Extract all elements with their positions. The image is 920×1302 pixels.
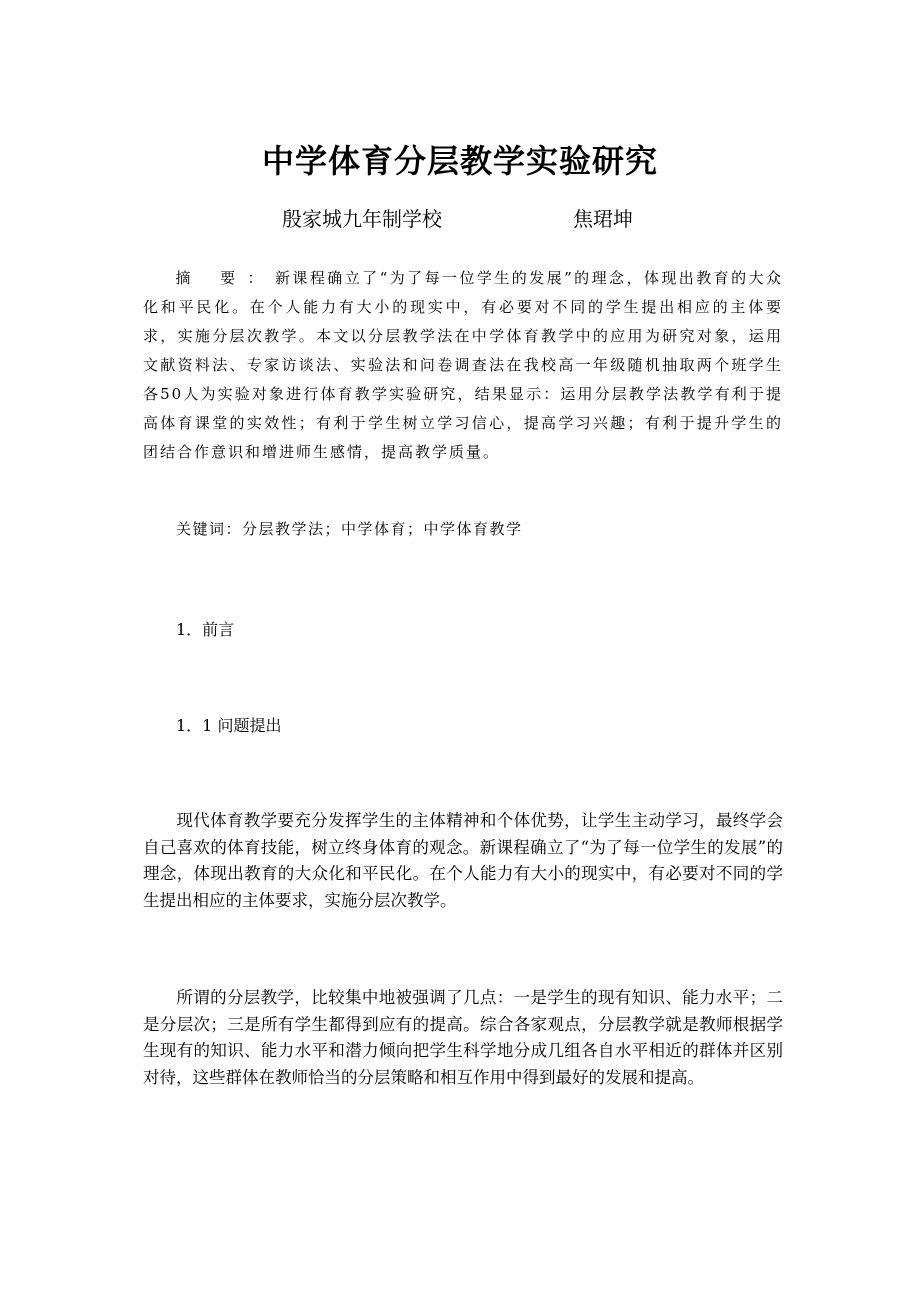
school-name: 殷家城九年制学校 <box>282 207 442 231</box>
abstract-paragraph <box>143 264 783 467</box>
abstract-label: 摘 要： <box>175 269 275 287</box>
document-title: 中学体育分层教学实验研究 <box>261 142 658 180</box>
body-paragraph-text: 现代体育教学要充分发挥学生的主体精神和个体优势，让学生主动学习，最终学会自己喜欢的体育技能，树立终身体育的观念。新课程确立了“为了每一位学生的发展”的理念，体现出教育的大众化和平民化。在个人能力有大小的现实中，有必要对不同的学生提出相应的主体要求，实施分层次教学。 <box>143 811 783 910</box>
subsection-heading-problem: 1．1 问题提出 <box>176 716 282 735</box>
author-name: 焦珺坤 <box>573 207 633 231</box>
section-heading-introduction: 1．前言 <box>176 620 235 639</box>
keywords-line: 关键词：分层教学法；中学体育；中学体育教学 <box>176 520 523 538</box>
body-paragraph <box>143 985 783 1091</box>
body-paragraph <box>143 808 783 914</box>
abstract-text: 新课程确立了“为了每一位学生的发展”的理念，体现出教育的大众化和平民化。在个人能力有大小的现实中，有必要对不同的学生提出相应的主体要求，实施分层次教学。本文以分层教学法在中学体育教学中的应用为研究对象，运用文献资料法、专家访谈法、实验法和问卷调查法在我校高一年级随机抽取两个班学生各50人为实验对象进行体育教学实验研究，结果显示：运用分层教学法教学有利于提高体育课堂的实效性；有利于学生树立学习信心，提高学习兴趣；有利于提升学生的团结合作意识和增进师生感情，提高教学质量。 <box>143 269 783 461</box>
body-paragraph-text: 所谓的分层教学，比较集中地被强调了几点：一是学生的现有知识、能力水平；二是分层次；三是所有学生都得到应有的提高。综合各家观点，分层教学就是教师根据学生现有的知识、能力水平和潜力倾向把学生科学地分成几组各自水平相近的群体并区别对待，这些群体在教师恰当的分层策略和相互作用中得到最好的发展和提高。 <box>143 988 783 1087</box>
